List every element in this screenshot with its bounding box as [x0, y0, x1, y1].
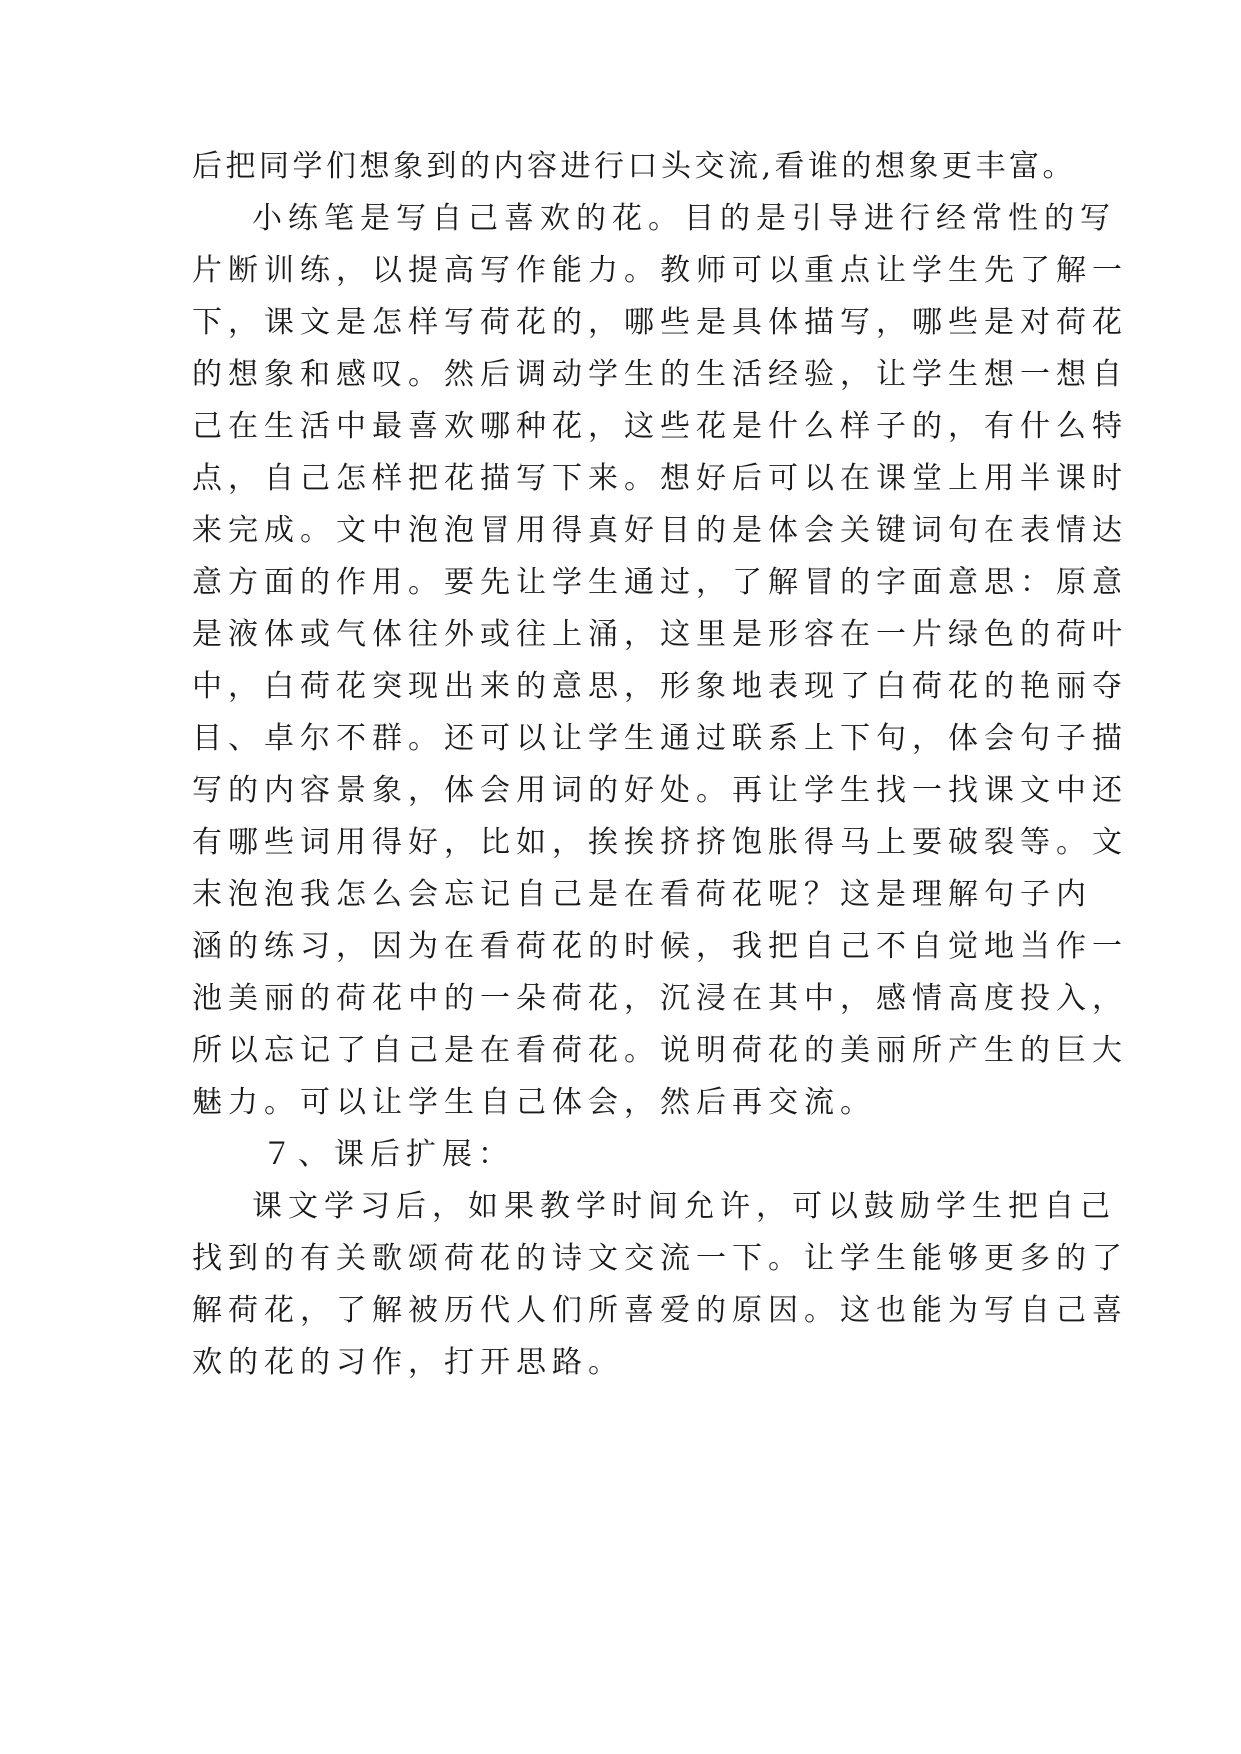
text-line: 课文学习后，如果教学时间允许，可以鼓励学生把自己: [252, 1189, 1116, 1224]
text-line: 点，自己怎样把花描写下来。想好后可以在课堂上用半课时: [192, 461, 1128, 496]
text-line: 找到的有关歌颂荷花的诗文交流一下。让学生能够更多的了: [192, 1241, 1128, 1276]
text-line: 意方面的作用。要先让学生通过，了解冒的字面意思：原意: [192, 565, 1128, 600]
text-line: 后把同学们想象到的内容进行口头交流,看谁的想象更丰富。: [192, 149, 1077, 184]
text-line: 写的内容景象，体会用词的好处。再让学生找一找课文中还: [192, 773, 1128, 808]
text-line: 的想象和感叹。然后调动学生的生活经验，让学生想一想自: [192, 357, 1128, 392]
text-line: 片断训练，以提高写作能力。教师可以重点让学生先了解一: [192, 253, 1128, 288]
section-heading: ７、课后扩展：: [262, 1137, 514, 1172]
text-line: 所以忘记了自己是在看荷花。说明荷花的美丽所产生的巨大: [192, 1033, 1128, 1068]
text-line: 是液体或气体往外或往上涌，这里是形容在一片绿色的荷叶: [192, 617, 1128, 652]
text-line: 目、卓尔不群。还可以让学生通过联系上下句，体会句子描: [192, 721, 1128, 756]
text-line: 己在生活中最喜欢哪种花，这些花是什么样子的，有什么特: [192, 409, 1128, 444]
text-line: 来完成。文中泡泡冒用得真好目的是体会关键词句在表情达: [192, 513, 1128, 548]
text-line: 解荷花，了解被历代人们所喜爱的原因。这也能为写自己喜: [192, 1293, 1128, 1328]
text-line: 欢的花的习作，打开思路。: [192, 1345, 624, 1380]
text-line: 魅力。可以让学生自己体会，然后再交流。: [192, 1085, 876, 1120]
text-line: 中，白荷花突现出来的意思，形象地表现了白荷花的艳丽夺: [192, 669, 1128, 704]
text-line: 末泡泡我怎么会忘记自己是在看荷花呢？这是理解句子内: [192, 877, 1092, 912]
text-line: 池美丽的荷花中的一朵荷花，沉浸在其中，感情高度投入，: [192, 981, 1128, 1016]
text-line: 涵的练习，因为在看荷花的时候，我把自己不自觉地当作一: [192, 929, 1128, 964]
text-line: 下，课文是怎样写荷花的，哪些是具体描写，哪些是对荷花: [192, 305, 1128, 340]
text-line: 有哪些词用得好，比如，挨挨挤挤饱胀得马上要破裂等。文: [192, 825, 1128, 860]
text-line: 小练笔是写自己喜欢的花。目的是引导进行经常性的写: [252, 201, 1116, 236]
